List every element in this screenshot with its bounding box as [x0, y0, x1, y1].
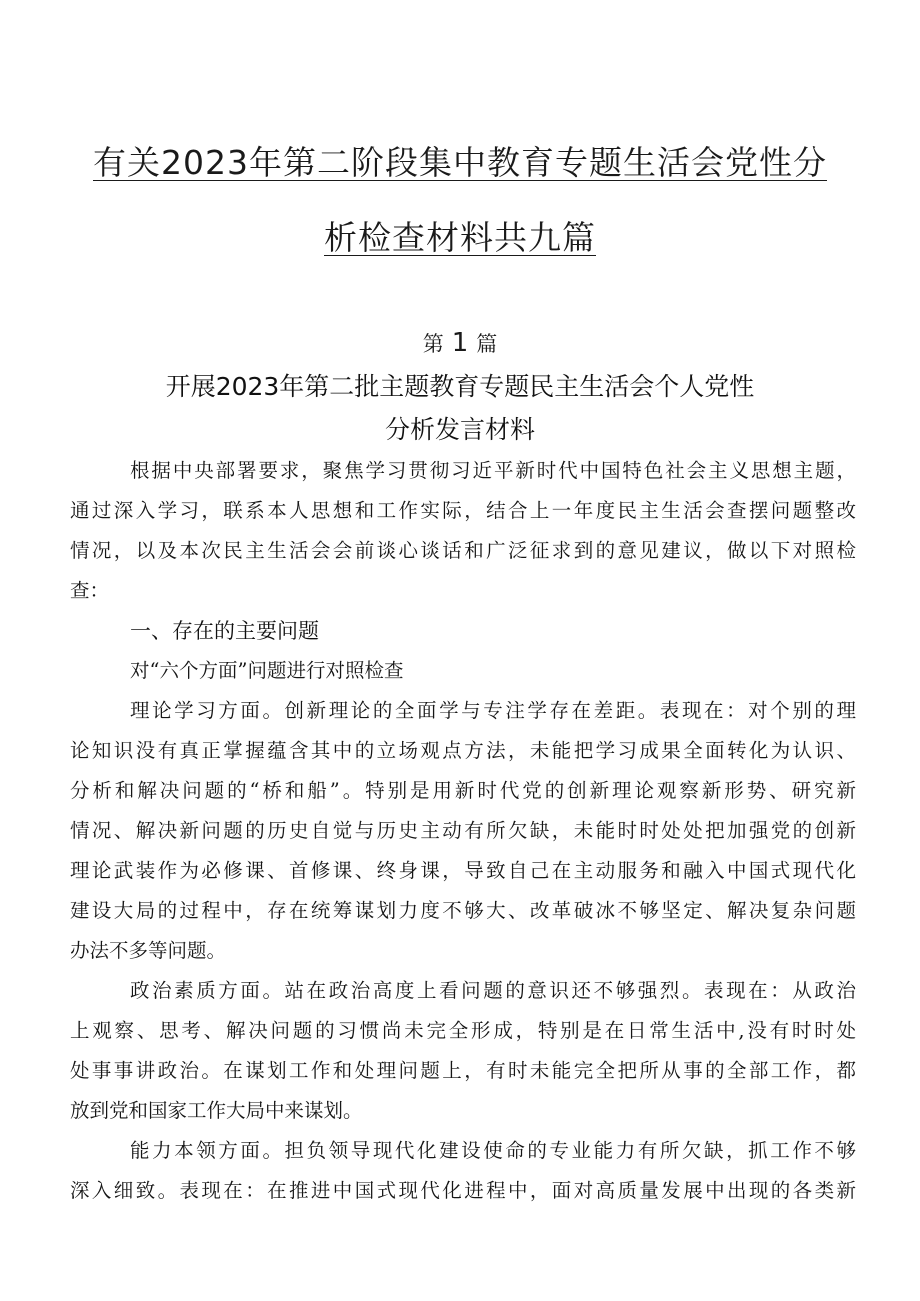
intro-line: 通过深入学习，联系本人思想和工作实际，结合上一年度民主生活会查摆问题整改 [70, 499, 856, 522]
paragraph-line: 政治素质方面。站在政治高度上看问题的意识还不够强烈。表现在：从政治 [130, 979, 856, 1002]
paragraph-line: 深入细致。表现在：在推进中国式现代化进程中，面对高质量发展中出现的各类新 [70, 1179, 856, 1202]
intro-line: 根据中央部署要求，聚焦学习贯彻习近平新时代中国特色社会主义思想主题， [130, 459, 856, 482]
paragraph-line: 办法不多等问题。 [70, 939, 227, 962]
intro-line: 情况，以及本次民主生活会会前谈心谈话和广泛征求到的意见建议，做以下对照检 [70, 539, 856, 562]
paragraph-line: 情况、解决新问题的历史自觉与历史主动有所欠缺，未能时时处处把加强党的创新 [70, 819, 856, 842]
paragraph-line: 分析和解决问题的“桥和船”。特别是用新时代党的创新理论观察新形势、研究新 [70, 779, 856, 802]
section-heading: 一、存在的主要问题 [130, 619, 319, 643]
paragraph-line: 处事事讲政治。在谋划工作和处理问题上，有时未能完全把所从事的全部工作，都 [70, 1059, 856, 1082]
paragraph-line: 理论学习方面。创新理论的全面学与专注学存在差距。表现在：对个别的理 [130, 699, 856, 722]
chapter-prefix: 第 [422, 332, 444, 356]
section-title-line-1: 开展2023年第二批主题教育专题民主生活会个人党性 [165, 372, 755, 401]
paragraph-line: 能力本领方面。担负领导现代化建设使命的专业能力有所欠缺，抓工作不够 [130, 1139, 856, 1162]
paragraph-line: 上观察、思考、解决问题的习惯尚未完全形成，特别是在日常生活中,没有时时处 [70, 1019, 856, 1042]
chapter-index: 1 [451, 328, 469, 358]
paragraph-line: 论知识没有真正掌握蕴含其中的立场观点方法，未能把学习成果全面转化为认识、 [70, 739, 856, 762]
intro-line: 查： [70, 579, 110, 602]
section-title-line-2: 分析发言材料 [384, 415, 535, 444]
document-title-line-2: 析检查材料共九篇 [324, 218, 596, 257]
section-lead: 对“六个方面”问题进行对照检查 [130, 659, 404, 682]
chapter-number [0, 328, 920, 359]
document-title-line-1: 有关2023年第二阶段集中教育专题生活会党性分 [93, 143, 827, 182]
paragraph-line: 放到党和国家工作大局中来谋划。 [70, 1099, 363, 1122]
paragraph-line: 建设大局的过程中，存在统筹谋划力度不够大、改革破冰不够坚定、解决复杂问题 [70, 899, 856, 922]
paragraph-line: 理论武装作为必修课、首修课、终身课，导致自己在主动服务和融入中国式现代化 [70, 859, 856, 882]
chapter-suffix: 篇 [476, 332, 498, 356]
